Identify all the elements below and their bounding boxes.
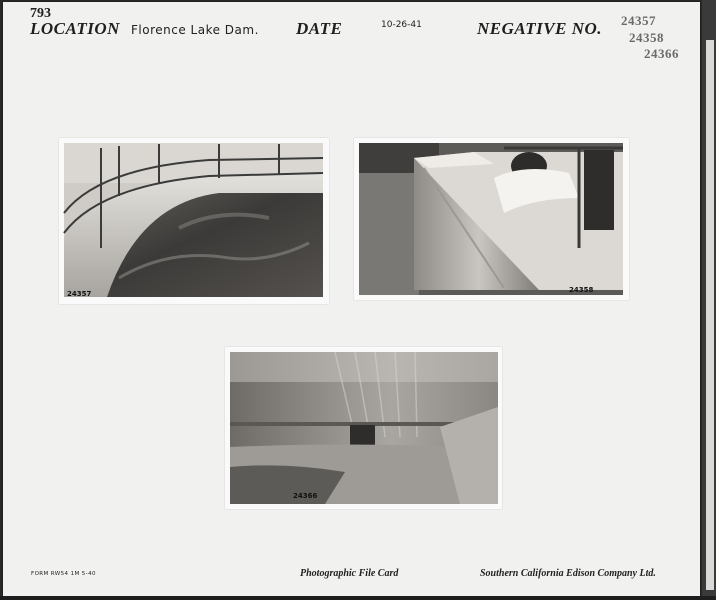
photo-spillway-curve — [59, 138, 329, 304]
card-number: 793 — [30, 6, 51, 21]
photo-number-label: 24358 — [569, 286, 594, 294]
photo-spillway-curve-image — [59, 138, 329, 304]
location-value: Florence Lake Dam. — [131, 23, 259, 37]
scan-border — [0, 596, 716, 600]
photo-number-label: 24366 — [293, 492, 318, 500]
negative-number-2: 24358 — [629, 30, 664, 45]
photographic-file-card — [3, 2, 700, 596]
location-label: LOCATION — [30, 19, 120, 38]
adjacent-card-edge — [702, 0, 716, 600]
footer-title: Photographic File Card — [300, 568, 399, 579]
date-value: 10-26-41 — [381, 20, 422, 30]
photo-number-label: 24357 — [67, 290, 92, 298]
photo-dam-face-image — [225, 347, 502, 509]
photo-wall-inspection-image — [354, 138, 629, 300]
negative-number-1: 24357 — [621, 13, 656, 28]
negative-number-label: NEGATIVE NO. — [477, 19, 603, 38]
form-number: FORM RW54 1M 5-40 — [31, 571, 96, 577]
photo-dam-face — [225, 347, 502, 509]
date-label: DATE — [296, 19, 343, 38]
photo-wall-inspection — [354, 138, 629, 300]
company-name: Southern California Edison Company Ltd. — [480, 568, 656, 579]
negative-number-3: 24366 — [644, 46, 679, 61]
